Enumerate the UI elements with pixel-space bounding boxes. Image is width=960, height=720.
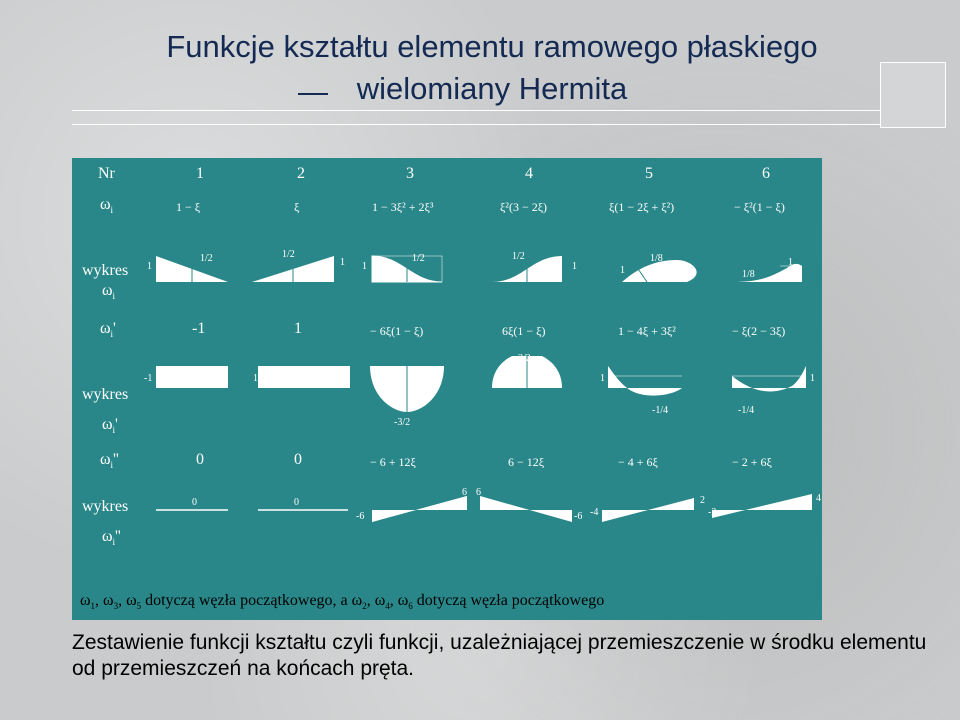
header-col-6: 6 [762, 165, 770, 182]
slide-title: Funkcje kształtu elementu ramowego płaskiego [166, 29, 818, 64]
plot3-mark-10: 4 [816, 493, 821, 504]
row-omega-label: $\omega_i$ [100, 196, 114, 216]
plot1-mark-11: 1/8 [742, 269, 755, 280]
omega-cell-2: ξ [294, 200, 300, 214]
row-plot1-label: wykres [82, 262, 129, 279]
plot1-mark-1: 1 [147, 261, 152, 272]
plot1-mark-2: 1/2 [200, 253, 213, 264]
plot3-mark-1: 0 [192, 497, 197, 508]
row-plot2-label: wykres [82, 386, 129, 403]
row-plot3-label: wykres [82, 498, 129, 515]
deriv2-cell-4: 6 − 12ξ [508, 455, 545, 469]
node-note: $\omega_1$, $\omega_3$, $\omega_5$ dotyczą węzła początkowego, a $\omega_2$, $\omega_4$, $\omega_6$ dotyczą węzła początkowego [80, 592, 605, 612]
shape-function-table [72, 158, 822, 556]
deriv1-cell-2: 1 [294, 320, 302, 337]
plot3-mark-7: -4 [590, 507, 599, 518]
header-col-1: 1 [196, 165, 204, 182]
omega-plots [72, 246, 822, 306]
plot2-mark-1: -1 [144, 373, 153, 384]
plot2-mark-4: 3/2 [518, 353, 531, 364]
row-deriv1-label: $\omega_i'$ [100, 320, 116, 340]
deriv2-cell-1: 0 [196, 451, 204, 468]
plot1-mark-10: 1/8 [650, 253, 663, 264]
plot-deriv1-2 [258, 366, 350, 388]
plot2-mark-5: 1 [600, 373, 605, 384]
deriv1-cell-4: 6ξ(1 − ξ) [502, 324, 546, 338]
plot1-mark-6: 1/2 [412, 253, 425, 264]
plot2-mark-8: 1 [810, 373, 815, 384]
deriv2-cell-5: − 4 + 6ξ [618, 455, 658, 469]
slide-caption: Zestawienie funkcji kształtu czyli funkcji, uzależniającej przemieszczenie w środku elementu od przemieszczeń na końcach pręta. [72, 631, 927, 680]
plot3-mark-4: 6 [462, 487, 467, 498]
omega-cell-6: − ξ²(1 − ξ) [734, 200, 785, 214]
plot-deriv2-4 [480, 496, 572, 522]
deriv1-plots [72, 356, 822, 446]
plot1-mark-8: 1 [572, 261, 577, 272]
deriv1-cell-6: − ξ(2 − 3ξ) [732, 324, 786, 338]
plot3-mark-8: 2 [700, 495, 705, 506]
plot3-mark-6: -6 [574, 511, 583, 522]
plot-deriv1-1 [156, 366, 228, 388]
plot-deriv1-6 [732, 366, 806, 391]
deriv1-cell-3: − 6ξ(1 − ξ) [370, 324, 424, 338]
row-plot2-label2: $\omega_i'$ [102, 416, 118, 436]
header-col-5: 5 [645, 165, 653, 182]
plot3-mark-9: -2 [708, 507, 717, 518]
plot1-mark-7: 1/2 [512, 251, 525, 262]
omega-cell-3: 1 − 3ξ² + 2ξ³ [372, 200, 434, 214]
plot3-mark-5: 6 [476, 487, 481, 498]
header-nr: Nr [98, 165, 115, 182]
omega-cell-1: 1 − ξ [176, 200, 201, 214]
deriv2-cell-6: − 2 + 6ξ [732, 455, 772, 469]
row-plot1-label2: $\omega_i$ [102, 282, 116, 302]
slide-subtitle: wielomiany Hermita [356, 71, 628, 106]
deriv2-cell-2: 0 [294, 451, 302, 468]
deriv2-cell-3: − 6 + 12ξ [370, 455, 416, 469]
row-deriv2-label: $\omega_i''$ [100, 451, 119, 471]
header-col-2: 2 [297, 165, 305, 182]
plot2-mark-6: -1/4 [652, 405, 669, 416]
plot2-mark-3: -3/2 [394, 417, 411, 428]
decor-line-top [72, 124, 942, 125]
row-plot3-label2: $\omega_i''$ [102, 528, 121, 548]
plot2-mark-7: -1/4 [738, 405, 755, 416]
plot1-mark-12: 1 [788, 257, 793, 268]
omega-cell-4: ξ²(3 − 2ξ) [500, 200, 548, 214]
plot-deriv2-5 [602, 498, 694, 522]
header-col-4: 4 [525, 165, 533, 182]
header-col-3: 3 [406, 165, 414, 182]
deriv1-cell-5: 1 − 4ξ + 3ξ² [618, 324, 676, 338]
plot1-mark-9: 1 [620, 265, 625, 276]
deriv1-cell-1: -1 [192, 320, 206, 337]
plot1-mark-4: 1 [340, 257, 345, 268]
plot2-mark-2: 1 [253, 373, 258, 384]
plot1-mark-3: 1/2 [282, 249, 295, 260]
decor-line-top-2 [72, 110, 942, 111]
plot3-mark-3: -6 [356, 511, 365, 522]
plot-deriv2-6 [712, 494, 812, 518]
plot1-mark-5: 1 [362, 261, 367, 272]
plot3-mark-2: 0 [294, 497, 299, 508]
plot-deriv1-5 [608, 366, 682, 396]
omega-cell-5: ξ(1 − 2ξ + ξ²) [609, 200, 675, 214]
